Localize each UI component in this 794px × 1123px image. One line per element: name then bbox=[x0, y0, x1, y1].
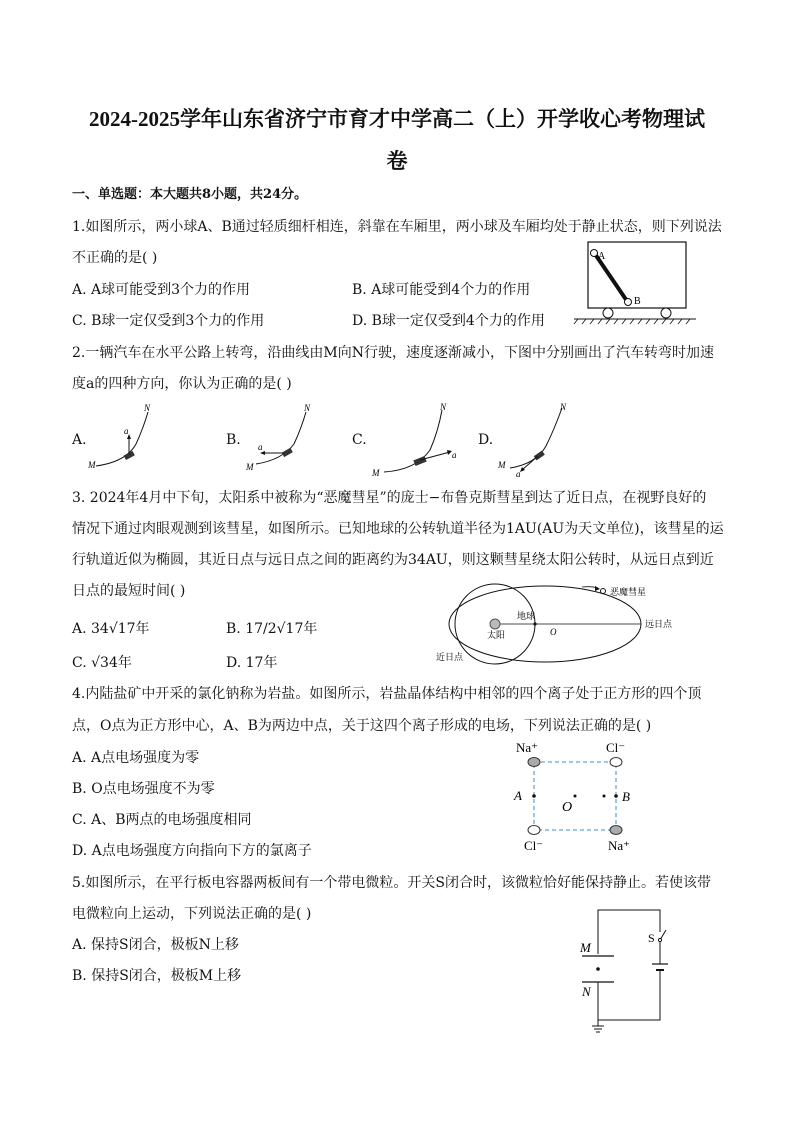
q1-carriage-figure bbox=[572, 238, 702, 328]
q5-stem-line2: 电微粒向上运动，下列说法正确的是( ) bbox=[72, 906, 312, 922]
q4-a-label: A bbox=[514, 788, 522, 803]
q2b-m-label: M bbox=[246, 462, 254, 472]
q3-orbit-figure bbox=[432, 582, 712, 668]
q3-stem-line4: 日点的最短时间( ) bbox=[72, 583, 186, 599]
q1-option-c: C. B球一定仅受到3个力的作用 bbox=[72, 313, 265, 329]
page-title-line1: 2024-2025学年山东省济宁市育才中学高二（上）开学收心考物理试 bbox=[89, 107, 705, 131]
q5-m-label: M bbox=[580, 940, 591, 955]
q2d-n-label: N bbox=[560, 402, 567, 412]
q2a-n-label: N bbox=[144, 403, 151, 413]
q2-option-c: C. bbox=[352, 432, 367, 448]
q5-option-a: A. 保持S闭合，极板N上移 bbox=[72, 937, 239, 953]
q3-sun-label: 太阳 bbox=[487, 630, 506, 640]
q3-option-d: D. 17年 bbox=[226, 655, 278, 671]
q2b-n-label: N bbox=[304, 403, 311, 413]
section-heading: 一、单选题：本大题共8小题，共24分。 bbox=[72, 187, 308, 202]
q4-option-c: C. A、B两点的电场强度相同 bbox=[72, 812, 252, 828]
q5-n-label: N bbox=[582, 984, 591, 999]
q3-option-c: C. √34年 bbox=[72, 655, 132, 671]
q2-option-d: D. bbox=[478, 432, 494, 448]
q2-figure-a bbox=[88, 404, 168, 474]
q2a-a-label: a bbox=[124, 426, 129, 436]
q5-stem-line1: 5.如图所示，在平行板电容器两板间有一个带电微粒。开关S闭合时，该微粒恰好能保持静止。若使该带 bbox=[72, 875, 711, 891]
q3-aphelion-label: 远日点 bbox=[645, 619, 673, 629]
q2-figure-d bbox=[496, 402, 576, 478]
q4-stem-line1: 4.内陆盐矿中开采的氯化钠称为岩盐。如图所示，岩盐晶体结构中相邻的四个离子处于正方形的四个顶 bbox=[72, 686, 702, 702]
q1-stem-line2: 不正确的是( ) bbox=[72, 250, 158, 266]
q1-ball-b-label: B bbox=[634, 296, 641, 307]
q3-stem-line3: 行轨道近似为椭圆，其近日点与远日点之间的距离约为34AU，则这颗彗星绕太阳公转时，从远日点到近 bbox=[72, 552, 714, 568]
q2-figure-c bbox=[370, 402, 470, 478]
q5-circuit-figure bbox=[568, 902, 678, 1038]
q2b-a-label: a bbox=[258, 442, 263, 452]
q2c-m-label: M bbox=[372, 468, 380, 478]
q4-ion-square-figure bbox=[506, 738, 646, 858]
q3-stem-line1: 3. 2024年4月中下旬，太阳系中被称为“恶魔彗星”的庞士−布鲁克斯彗星到达了近日点，在视野良好的 bbox=[72, 490, 707, 506]
q2-option-a: A. bbox=[72, 432, 87, 448]
q1-option-d: D. B球一定仅受到4个力的作用 bbox=[352, 313, 545, 329]
q5-option-b: B. 保持S闭合，极板M上移 bbox=[72, 968, 242, 984]
q3-option-b: B. 17/2√17年 bbox=[226, 621, 318, 637]
q2c-a-label: a bbox=[452, 450, 457, 460]
q5-s-label: S bbox=[648, 931, 655, 945]
q4-cl-bottom-label: Cl⁻ bbox=[524, 838, 544, 853]
q2-stem-line1: 2.一辆汽车在水平公路上转弯，沿曲线由M向N行驶，速度逐渐减小，下图中分别画出了汽车转弯时加速 bbox=[72, 345, 714, 361]
q3-stem-line2: 情况下通过肉眼观测到该彗星，如图所示。已知地球的公转轨道半径为1AU(AU为天文单位)，该彗星的运 bbox=[72, 521, 724, 537]
q4-na-top-label: Na⁺ bbox=[516, 740, 539, 755]
q4-b-label: B bbox=[622, 789, 630, 804]
q3-option-a: A. 34√17年 bbox=[72, 621, 150, 637]
q2a-m-label: M bbox=[88, 460, 96, 470]
q4-stem-line2: 点，O点为正方形中心，A、B为两边中点，关于这四个离子形成的电场，下列说法正确的是( ) bbox=[72, 718, 652, 734]
q2d-m-label: M bbox=[498, 460, 506, 470]
q4-option-b: B. O点电场强度不为零 bbox=[72, 781, 215, 797]
q1-stem-line1: 1.如图所示，两小球A、B通过轻质细杆相连，斜靠在车厢里，两小球及车厢均处于静止状态，则下列说法 bbox=[72, 219, 722, 235]
q3-perihelion-label: 近日点 bbox=[436, 652, 464, 662]
q4-option-d: D. A点电场强度方向指向下方的氯离子 bbox=[72, 843, 312, 859]
q4-o-label: O bbox=[562, 800, 573, 815]
q2c-n-label: N bbox=[440, 402, 447, 412]
q3-o-label: O bbox=[550, 627, 557, 637]
q2-stem-line2: 度a的四种方向，你认为正确的是( ) bbox=[72, 376, 292, 392]
q3-comet-label: 恶魔彗星 bbox=[610, 587, 647, 597]
q2-figure-b bbox=[244, 404, 324, 474]
q4-cl-top-label: Cl⁻ bbox=[606, 740, 626, 755]
page-title-line2: 卷 bbox=[386, 149, 408, 173]
q4-na-bottom-label: Na⁺ bbox=[608, 838, 631, 853]
q1-option-a: A. A球可能受到3个力的作用 bbox=[72, 282, 251, 298]
q2d-a-label: a bbox=[516, 469, 521, 479]
q1-ball-a-label: A bbox=[598, 251, 606, 262]
q1-option-b: B. A球可能受到4个力的作用 bbox=[352, 282, 531, 298]
q2-option-b: B. bbox=[226, 432, 241, 448]
q4-option-a: A. A点电场强度为零 bbox=[72, 750, 200, 766]
q3-earth-label: 地球 bbox=[517, 611, 536, 621]
